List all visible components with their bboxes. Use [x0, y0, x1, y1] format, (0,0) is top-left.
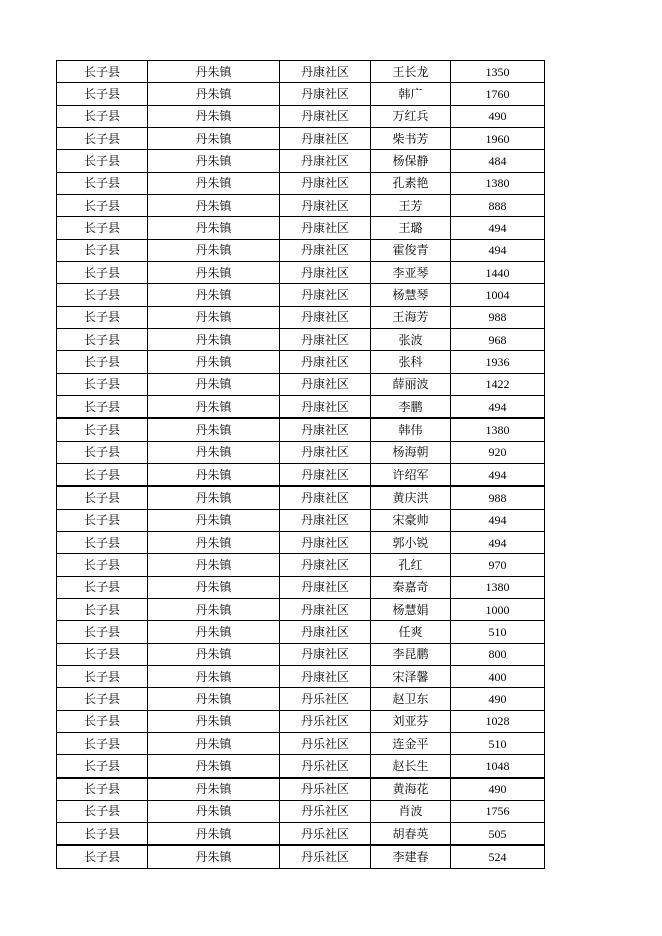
town-cell: 丹朱镇: [148, 418, 280, 441]
community-cell: 丹康社区: [280, 239, 371, 261]
town-cell: 丹朱镇: [148, 284, 280, 306]
town-cell: 丹朱镇: [148, 778, 280, 801]
town-cell: 丹朱镇: [148, 194, 280, 216]
community-cell: 丹康社区: [280, 284, 371, 306]
community-cell: 丹康社区: [280, 486, 371, 509]
table-row: [57, 150, 545, 172]
table-row: [57, 732, 545, 754]
amount-cell: 400: [451, 665, 545, 687]
county-cell: 长子县: [57, 61, 148, 83]
amount-cell: 1760: [451, 83, 545, 105]
name-cell: 张科: [371, 351, 451, 373]
name-cell: 杨保静: [371, 150, 451, 172]
community-cell: 丹乐社区: [280, 845, 371, 868]
table-row: [57, 800, 545, 822]
table-row: [57, 598, 545, 620]
town-cell: 丹朱镇: [148, 845, 280, 868]
name-cell: 黄庆洪: [371, 486, 451, 509]
town-cell: 丹朱镇: [148, 665, 280, 687]
table-row: [57, 105, 545, 127]
county-cell: 长子县: [57, 150, 148, 172]
table-row: [57, 778, 545, 801]
town-cell: 丹朱镇: [148, 239, 280, 261]
community-cell: 丹康社区: [280, 531, 371, 553]
amount-cell: 1380: [451, 172, 545, 194]
name-cell: 王璐: [371, 217, 451, 239]
county-cell: 长子县: [57, 710, 148, 732]
town-cell: 丹朱镇: [148, 441, 280, 463]
name-cell: 孔红: [371, 554, 451, 576]
county-cell: 长子县: [57, 621, 148, 643]
table-row: [57, 239, 545, 261]
name-cell: 王海芳: [371, 306, 451, 328]
table-row: [57, 486, 545, 509]
table-row: [57, 83, 545, 105]
town-cell: 丹朱镇: [148, 823, 280, 846]
community-cell: 丹康社区: [280, 395, 371, 418]
amount-cell: 1422: [451, 373, 545, 395]
table-row: [57, 710, 545, 732]
town-cell: 丹朱镇: [148, 172, 280, 194]
name-cell: 宋豪帅: [371, 509, 451, 531]
community-cell: 丹康社区: [280, 418, 371, 441]
community-cell: 丹康社区: [280, 127, 371, 149]
name-cell: 王长龙: [371, 61, 451, 83]
amount-cell: 1440: [451, 261, 545, 283]
community-cell: 丹康社区: [280, 61, 371, 83]
town-cell: 丹朱镇: [148, 373, 280, 395]
town-cell: 丹朱镇: [148, 486, 280, 509]
amount-cell: 484: [451, 150, 545, 172]
table-row: [57, 755, 545, 778]
community-cell: 丹康社区: [280, 509, 371, 531]
table-row: [57, 621, 545, 643]
name-cell: 杨慧娟: [371, 598, 451, 620]
amount-cell: 1960: [451, 127, 545, 149]
amount-cell: 494: [451, 531, 545, 553]
town-cell: 丹朱镇: [148, 127, 280, 149]
county-cell: 长子县: [57, 105, 148, 127]
name-cell: 李昆鹏: [371, 643, 451, 665]
town-cell: 丹朱镇: [148, 531, 280, 553]
community-cell: 丹康社区: [280, 261, 371, 283]
name-cell: 李建春: [371, 845, 451, 868]
table-row: [57, 194, 545, 216]
amount-cell: 494: [451, 217, 545, 239]
data-table: [56, 60, 545, 869]
community-cell: 丹乐社区: [280, 688, 371, 710]
name-cell: 秦嘉奇: [371, 576, 451, 598]
town-cell: 丹朱镇: [148, 800, 280, 822]
name-cell: 霍俊青: [371, 239, 451, 261]
town-cell: 丹朱镇: [148, 105, 280, 127]
name-cell: 郭小锐: [371, 531, 451, 553]
name-cell: 赵长生: [371, 755, 451, 778]
amount-cell: 1380: [451, 576, 545, 598]
name-cell: 杨海朝: [371, 441, 451, 463]
town-cell: 丹朱镇: [148, 61, 280, 83]
community-cell: 丹康社区: [280, 83, 371, 105]
name-cell: 韩广: [371, 83, 451, 105]
community-cell: 丹康社区: [280, 665, 371, 687]
name-cell: 柴书芳: [371, 127, 451, 149]
town-cell: 丹朱镇: [148, 395, 280, 418]
table-row: [57, 576, 545, 598]
county-cell: 长子县: [57, 351, 148, 373]
county-cell: 长子县: [57, 172, 148, 194]
name-cell: 任爽: [371, 621, 451, 643]
county-cell: 长子县: [57, 755, 148, 778]
community-cell: 丹康社区: [280, 351, 371, 373]
county-cell: 长子县: [57, 778, 148, 801]
county-cell: 长子县: [57, 463, 148, 486]
amount-cell: 800: [451, 643, 545, 665]
name-cell: 宋泽馨: [371, 665, 451, 687]
amount-cell: 1048: [451, 755, 545, 778]
county-cell: 长子县: [57, 328, 148, 350]
county-cell: 长子县: [57, 373, 148, 395]
table-row: [57, 373, 545, 395]
table-row: [57, 395, 545, 418]
town-cell: 丹朱镇: [148, 710, 280, 732]
town-cell: 丹朱镇: [148, 217, 280, 239]
table-row: [57, 845, 545, 868]
town-cell: 丹朱镇: [148, 621, 280, 643]
amount-cell: 1028: [451, 710, 545, 732]
name-cell: 韩伟: [371, 418, 451, 441]
town-cell: 丹朱镇: [148, 83, 280, 105]
table-row: [57, 531, 545, 553]
county-cell: 长子县: [57, 845, 148, 868]
table-row: [57, 351, 545, 373]
county-cell: 长子县: [57, 732, 148, 754]
name-cell: 肖波: [371, 800, 451, 822]
county-cell: 长子县: [57, 306, 148, 328]
town-cell: 丹朱镇: [148, 150, 280, 172]
name-cell: 胡春英: [371, 823, 451, 846]
county-cell: 长子县: [57, 531, 148, 553]
amount-cell: 494: [451, 463, 545, 486]
town-cell: 丹朱镇: [148, 598, 280, 620]
community-cell: 丹康社区: [280, 643, 371, 665]
community-cell: 丹康社区: [280, 576, 371, 598]
town-cell: 丹朱镇: [148, 509, 280, 531]
county-cell: 长子县: [57, 509, 148, 531]
county-cell: 长子县: [57, 688, 148, 710]
county-cell: 长子县: [57, 665, 148, 687]
town-cell: 丹朱镇: [148, 643, 280, 665]
county-cell: 长子县: [57, 643, 148, 665]
table-row: [57, 284, 545, 306]
community-cell: 丹康社区: [280, 105, 371, 127]
table-row: [57, 823, 545, 846]
county-cell: 长子县: [57, 127, 148, 149]
county-cell: 长子县: [57, 418, 148, 441]
town-cell: 丹朱镇: [148, 755, 280, 778]
name-cell: 刘亚芬: [371, 710, 451, 732]
community-cell: 丹康社区: [280, 463, 371, 486]
amount-cell: 524: [451, 845, 545, 868]
amount-cell: 1004: [451, 284, 545, 306]
table-row: [57, 172, 545, 194]
amount-cell: 988: [451, 306, 545, 328]
table-row: [57, 127, 545, 149]
town-cell: 丹朱镇: [148, 576, 280, 598]
name-cell: 薛丽波: [371, 373, 451, 395]
table-row: [57, 418, 545, 441]
table-row: [57, 688, 545, 710]
community-cell: 丹康社区: [280, 554, 371, 576]
town-cell: 丹朱镇: [148, 351, 280, 373]
county-cell: 长子县: [57, 83, 148, 105]
table-row: [57, 261, 545, 283]
amount-cell: 988: [451, 486, 545, 509]
county-cell: 长子县: [57, 395, 148, 418]
county-cell: 长子县: [57, 217, 148, 239]
table-row: [57, 509, 545, 531]
table-row: [57, 306, 545, 328]
name-cell: 黄海花: [371, 778, 451, 801]
town-cell: 丹朱镇: [148, 554, 280, 576]
name-cell: 连金平: [371, 732, 451, 754]
community-cell: 丹乐社区: [280, 823, 371, 846]
name-cell: 李亚琴: [371, 261, 451, 283]
name-cell: 赵卫东: [371, 688, 451, 710]
community-cell: 丹康社区: [280, 194, 371, 216]
amount-cell: 490: [451, 688, 545, 710]
table-row: [57, 217, 545, 239]
amount-cell: 888: [451, 194, 545, 216]
amount-cell: 1380: [451, 418, 545, 441]
table-row: [57, 554, 545, 576]
county-cell: 长子县: [57, 576, 148, 598]
name-cell: 李鹏: [371, 395, 451, 418]
amount-cell: 494: [451, 509, 545, 531]
amount-cell: 510: [451, 621, 545, 643]
name-cell: 许绍军: [371, 463, 451, 486]
community-cell: 丹乐社区: [280, 710, 371, 732]
table-row: [57, 61, 545, 83]
table-row: [57, 441, 545, 463]
town-cell: 丹朱镇: [148, 688, 280, 710]
county-cell: 长子县: [57, 554, 148, 576]
county-cell: 长子县: [57, 598, 148, 620]
amount-cell: 510: [451, 732, 545, 754]
community-cell: 丹乐社区: [280, 755, 371, 778]
community-cell: 丹乐社区: [280, 800, 371, 822]
name-cell: 万红兵: [371, 105, 451, 127]
name-cell: 张波: [371, 328, 451, 350]
amount-cell: 490: [451, 778, 545, 801]
county-cell: 长子县: [57, 194, 148, 216]
amount-cell: 1000: [451, 598, 545, 620]
community-cell: 丹康社区: [280, 441, 371, 463]
community-cell: 丹康社区: [280, 328, 371, 350]
amount-cell: 490: [451, 105, 545, 127]
community-cell: 丹乐社区: [280, 778, 371, 801]
county-cell: 长子县: [57, 441, 148, 463]
table-row: [57, 328, 545, 350]
amount-cell: 970: [451, 554, 545, 576]
town-cell: 丹朱镇: [148, 732, 280, 754]
community-cell: 丹康社区: [280, 621, 371, 643]
community-cell: 丹康社区: [280, 150, 371, 172]
table-row: [57, 665, 545, 687]
amount-cell: 920: [451, 441, 545, 463]
name-cell: 杨慧琴: [371, 284, 451, 306]
amount-cell: 1936: [451, 351, 545, 373]
community-cell: 丹康社区: [280, 172, 371, 194]
name-cell: 王芳: [371, 194, 451, 216]
county-cell: 长子县: [57, 486, 148, 509]
amount-cell: 1756: [451, 800, 545, 822]
county-cell: 长子县: [57, 239, 148, 261]
amount-cell: 494: [451, 239, 545, 261]
amount-cell: 494: [451, 395, 545, 418]
table-row: [57, 643, 545, 665]
town-cell: 丹朱镇: [148, 328, 280, 350]
community-cell: 丹康社区: [280, 598, 371, 620]
name-cell: 孔素艳: [371, 172, 451, 194]
community-cell: 丹康社区: [280, 306, 371, 328]
community-cell: 丹康社区: [280, 217, 371, 239]
county-cell: 长子县: [57, 800, 148, 822]
table-row: [57, 463, 545, 486]
county-cell: 长子县: [57, 284, 148, 306]
community-cell: 丹康社区: [280, 373, 371, 395]
county-cell: 长子县: [57, 261, 148, 283]
amount-cell: 1350: [451, 61, 545, 83]
county-cell: 长子县: [57, 823, 148, 846]
town-cell: 丹朱镇: [148, 261, 280, 283]
amount-cell: 505: [451, 823, 545, 846]
town-cell: 丹朱镇: [148, 463, 280, 486]
table-body: [57, 61, 545, 869]
amount-cell: 968: [451, 328, 545, 350]
community-cell: 丹乐社区: [280, 732, 371, 754]
town-cell: 丹朱镇: [148, 306, 280, 328]
